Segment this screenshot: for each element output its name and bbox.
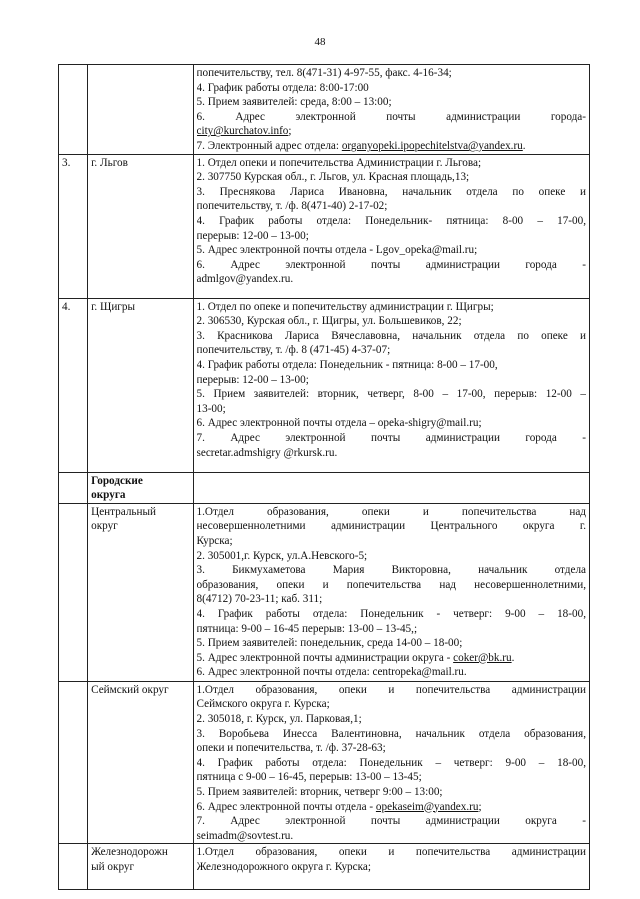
office-details (193, 472, 590, 503)
detail-line: 1.Отдел образования, опеки и попечительства администрации (196, 846, 586, 859)
email-link[interactable]: city@kurchatov.info (196, 125, 289, 138)
office-details (193, 298, 590, 472)
detail-line: Сеймского округа г. Курска; (196, 698, 330, 711)
detail-line: 1.Отдел образования, опеки и попечительства над (196, 505, 586, 518)
district-name-line: округа (91, 489, 126, 502)
detail-line: 5. Прием заявителей: понедельник, среда 14-00 – 18-00; (196, 637, 463, 650)
directory-table (58, 64, 590, 890)
email-link[interactable]: coker@bk.ru (453, 651, 512, 664)
detail-line: 7. Электронный адрес отдела: organyopeki.ipopechitelstva@yandex.ru. (196, 139, 526, 152)
detail-line: 5. Прием заявителей: среда, 8:00 – 13:00; (196, 96, 392, 109)
email-link[interactable]: organyopeki.ipopechitelstva@yandex.ru (341, 139, 523, 152)
detail-line: 4. График работы отдела: Понедельник – четверг: 9-00 – 18-00, (196, 756, 586, 769)
detail-line: 6. Адрес электронной почты администрации города - (196, 258, 586, 271)
district-name-line: ый округ (91, 860, 135, 873)
detail-line: 6. Адрес электронной почты отдела – opeka-shigry@mail.ru; (196, 417, 482, 430)
table-row (59, 65, 590, 155)
row-number (59, 844, 88, 890)
office-details (193, 681, 590, 844)
district-name-line: Сеймский округ (91, 683, 169, 696)
table-row (59, 681, 590, 844)
district-name (88, 65, 193, 155)
district-name-line: Центральный (91, 505, 157, 518)
detail-line: образования, опеки и попечительства над несовершеннолетними, (196, 578, 586, 591)
detail-line: 8(4712) 70-23-11; каб. 311; (196, 593, 323, 606)
detail-line: опеки и попечительства, т. /ф. 37-28-63; (196, 742, 386, 755)
table-row (59, 298, 590, 472)
district-name (88, 154, 193, 298)
detail-line: 1. Отдел по опеке и попечительству администрации г. Щигры; (196, 300, 494, 313)
detail-line: 5. Прием заявителей: вторник, четверг, 8-00 – 17-00, перерыв: 12-00 – (196, 388, 586, 401)
detail-line: 3. Преснякова Лариса Ивановна, начальник отдела по опеке и (196, 185, 586, 198)
detail-line: 4. График работы отдела: 8:00-17:00 (196, 81, 369, 94)
detail-line: seimadm@sovtest.ru. (196, 829, 294, 842)
district-name-line: округ (91, 520, 118, 533)
detail-line: 6. Адрес электронной почты отдела: centropeka@mail.ru. (196, 666, 467, 679)
detail-line: 4. График работы отдела: Понедельник - пятница: 8-00 – 17-00, (196, 358, 498, 371)
detail-line: Железнодорожного округа г. Курска; (196, 860, 371, 873)
detail-line: 3. Бикмухаметова Мария Викторовна, начальник отдела (196, 564, 586, 577)
office-details (193, 65, 590, 155)
detail-line: 13-00; (196, 402, 226, 415)
detail-line: перерыв: 12-00 – 13-00; (196, 229, 309, 242)
detail-line: 1. Отдел опеки и попечительства Администрации г. Льгова; (196, 156, 482, 169)
row-number: 4. (59, 298, 88, 472)
district-name (88, 681, 193, 844)
table-row (59, 844, 590, 890)
detail-line: 2. 307750 Курская обл., г. Льгов, ул. Красная площадь,13; (196, 171, 470, 184)
detail-line: city@kurchatov.info; (196, 125, 292, 138)
table-row (59, 154, 590, 298)
table-row (59, 472, 590, 503)
email-link[interactable]: opekaseim@yandex.ru (375, 800, 479, 813)
detail-line: 6. Адрес электронной почты отдела - opekaseim@yandex.ru; (196, 800, 482, 813)
row-number (59, 65, 88, 155)
district-name (88, 503, 193, 681)
detail-line: 3. Воробьева Инесса Валентиновна, начальник отдела образования, (196, 727, 586, 740)
district-name (88, 844, 193, 890)
detail-line: попечительству, т. /ф. 8 (471-45) 4-37-07; (196, 344, 391, 357)
detail-line: secretar.admshigry @rkursk.ru. (196, 446, 338, 459)
row-number (59, 472, 88, 503)
detail-line: 5. Прием заявителей: вторник, четверг 9:00 – 13:00; (196, 785, 443, 798)
detail-line: попечительству, тел. 8(471-31) 4-97-55, факс. 4-16-34; (196, 67, 452, 79)
table-row (59, 503, 590, 681)
district-name-line: Железнодорожн (91, 846, 168, 859)
detail-line: пятница с 9-00 – 16-45, перерыв: 13-00 – 13-45; (196, 771, 422, 784)
page-number: 48 (314, 36, 326, 48)
detail-line: 3. Красникова Лариса Вячеславовна, начальник отдела по опеке и (196, 329, 586, 342)
office-details (193, 844, 590, 890)
district-name-line: Городские (91, 474, 143, 487)
detail-line: 4. График работы отдела: Понедельник- пятница: 8-00 – 17-00, (196, 214, 586, 227)
row-number (59, 503, 88, 681)
detail-line: 7. Адрес электронной почты администрации города - (196, 431, 586, 444)
detail-line: пятница: 9-00 – 16-45 перерыв: 13-00 – 13-45,; (196, 622, 418, 635)
detail-line: admlgov@yandex.ru. (196, 273, 294, 286)
detail-line: 2. 305018, г. Курск, ул. Парковая,1; (196, 712, 362, 725)
detail-line: 7. Адрес электронной почты администрации округа - (196, 815, 586, 828)
detail-line: несовершеннолетними администрации Центрального округа г. (196, 520, 586, 533)
district-name (88, 472, 193, 503)
detail-line: 5. Адрес электронной почты отдела - Lgov_opeka@mail.ru; (196, 244, 478, 257)
district-name-line: г. Льгов (91, 156, 128, 169)
detail-line: 6. Адрес электронной почты администрации города- (196, 110, 586, 123)
office-details (193, 503, 590, 681)
detail-line: 2. 305001,г. Курск, ул.А.Невского-5; (196, 549, 368, 562)
detail-line: перерыв: 12-00 – 13-00; (196, 373, 309, 386)
detail-line: 5. Адрес электронной почты администрации округа - coker@bk.ru. (196, 651, 515, 664)
detail-line: 4. График работы отдела: Понедельник - четверг: 9-00 – 18-00, (196, 607, 586, 620)
detail-line: попечительству, т. /ф. 8(471-40) 2-17-02; (196, 200, 388, 213)
district-name (88, 298, 193, 472)
row-number (59, 681, 88, 844)
office-details (193, 154, 590, 298)
district-name-line: г. Щигры (91, 300, 136, 313)
detail-line: 1.Отдел образования, опеки и попечительства администрации (196, 683, 586, 696)
detail-line: Курска; (196, 534, 233, 547)
detail-line: 2. 306530, Курская обл., г. Щигры, ул. Большевиков, 22; (196, 315, 462, 328)
row-number: 3. (59, 154, 88, 298)
